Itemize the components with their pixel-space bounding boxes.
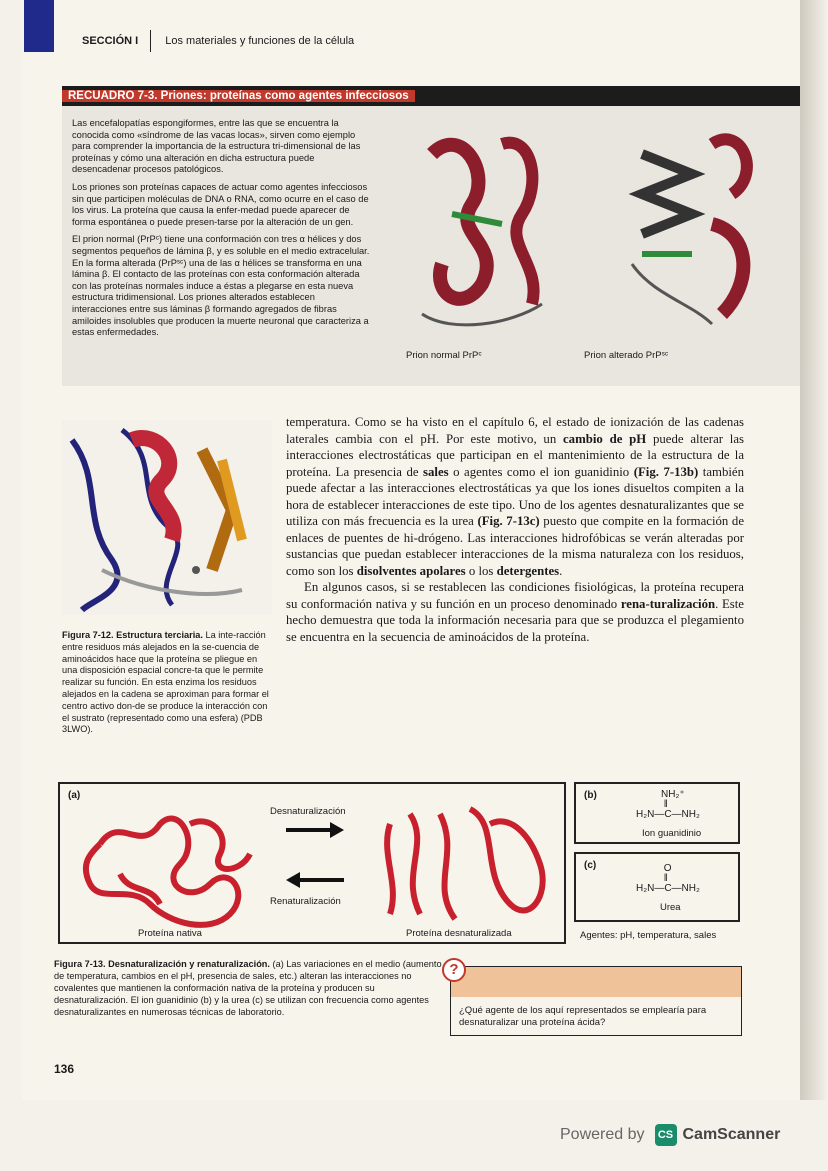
page-number: 136 xyxy=(54,1062,75,1076)
camscanner-brand: CamScanner xyxy=(682,1126,781,1143)
prion-normal-structure xyxy=(422,143,542,325)
section-color-tab xyxy=(24,0,54,52)
prion-altered-structure xyxy=(632,139,747,324)
guanidinium-formula: NH₂⁺ ‖ H₂N—C—NH₂ xyxy=(636,789,700,820)
box-7-3 xyxy=(62,86,800,386)
label-denatured-protein: Proteína desnaturalizada xyxy=(406,928,512,939)
panel-label-c: (c) xyxy=(584,860,597,871)
label-denaturation: Desnaturalización xyxy=(270,806,346,817)
renaturation-arrow xyxy=(286,872,344,888)
panel-label-b: (b) xyxy=(584,790,597,801)
panel-label-a: (a) xyxy=(68,790,81,801)
tertiary-structure-image xyxy=(62,420,272,615)
question-box xyxy=(450,966,742,1036)
box-paragraph: Las encefalopatías espongiformes, entre las que se encuentra la conocida como «síndrome de las vacas locas», sirven como ejemplo para comprender la importancia de la estructura tri-dimensional de las proteínas y cómo una alteración en dicha estructura puede desencadenar procesos patológicos. xyxy=(72,118,361,175)
figure-7-13-panel-c xyxy=(574,852,740,922)
box-paragraph: Los priones son proteínas capaces de actuar como agentes infecciosos sin que participen moléculas de DNA o RNA, como ocurre en el caso de los virus. La proteína que causa la enfer-medad puede aparecer de forma espontánea o puede presen-tarse por la alteración de un gen. xyxy=(72,181,369,227)
figure-7-13-panel-b xyxy=(574,782,740,844)
box-title: RECUADRO 7-3. Priones: proteínas como agentes infecciosos xyxy=(62,86,800,106)
question-mark-icon: ? xyxy=(442,958,466,982)
agents-label: Agentes: pH, temperatura, sales xyxy=(580,930,717,941)
urea-name: Urea xyxy=(660,902,681,913)
prion-structures-illustration xyxy=(392,114,792,354)
box-paragraph: El prion normal (PrPᶜ) tiene una conformación con tres α hélices y dos segmentos pequeños de lámina β, y es soluble en el medio extracelular. En la forma alterada (PrPˢᶜ) una de las α hélices se transforma en una lámina β. El contacto de las proteínas con esta conformación alterada con las proteínas normales induce a éstas a plegarse en esta nueva estructura tridimensional. Los priones alterados establecen interacciones entre sus láminas β formando agregados de fibras amiloides insolubles que producen la muerte neuronal que caracteriza a estas enfermedades. xyxy=(72,234,370,338)
body-paragraph-1: temperatura. Como se ha visto en el capítulo 6, el estado de ionización de las cadenas laterales cambia con el pH. Por este motivo, un cambio de pH puede alterar las interacciones electrostáticas que participan en el mantenimiento de la estructura de la proteína. La presencia de sales o agentes como el ion guanidinio (Fig. 7-13b) también puede afectar a las interacciones electrostáticas ya que los iones disueltos compiten a la hora de establecer interacciones de este tipo. Uno de los agentes desnaturalizantes que se utiliza con más frecuencia es la urea (Fig. 7-13c) puesto que compite en la formación de enlaces de puentes de hi-drógeno. Las interacciones hidrofóbicas se verán alteradas por sustancias que puedan establecer interacciones de la misma naturaleza con los residuos, como son los disolventes apolares o los detergentes. xyxy=(286,415,745,578)
guanidinium-name: Ion guanidinio xyxy=(642,828,702,839)
camscanner-logo-icon: CS xyxy=(655,1124,677,1146)
urea-formula: O ‖ H₂N—C—NH₂ xyxy=(636,863,700,894)
box-text xyxy=(72,118,372,345)
figure-7-12-caption: Figura 7-12. Estructura terciaria. La inte-racción entre residuos más alejados en la se-cuencia de aminoácidos hace que la proteína se pliegue en una disposición espacial concre-ta que le permite realizar su función. En esta enzima los residuos alejados en la cadena se aproximan para formar el centro activo don-de se produce la interacción con el sustrato (representado como una esfera) (PDB 3LWO). xyxy=(62,630,269,735)
substrate-sphere xyxy=(192,566,200,574)
label-native-protein: Proteína nativa xyxy=(138,928,202,939)
question-band xyxy=(451,967,741,997)
label-renaturation: Renaturalización xyxy=(270,896,341,907)
section-topic: Los materiales y funciones de la célula xyxy=(165,35,355,47)
figure-7-13-panel-a xyxy=(58,782,566,944)
caption-prion-normal: Prion normal PrPᶜ xyxy=(406,350,482,361)
powered-by-text: Powered by xyxy=(560,1126,645,1143)
main-body-text xyxy=(286,414,744,645)
caption-prion-altered: Prion alterado PrPˢᶜ xyxy=(584,350,669,361)
camscanner-watermark xyxy=(560,1124,780,1146)
question-text: ¿Qué agente de los aquí representados se emplearía para desnaturalizar una proteína ácida? xyxy=(459,1005,707,1028)
body-paragraph-2: En algunos casos, si se restablecen las condiciones fisiológicas, la proteína recupera su conformación nativa y su función en un proceso denominado rena-turalización. Este hecho demuestra que toda la información necesaria para que se produzca el plegamiento se encuentra en la secuencia de aminoácidos de la proteína. xyxy=(286,580,744,644)
native-protein-drawing xyxy=(86,819,250,925)
denaturation-arrow xyxy=(286,822,344,838)
page-edge-shadow xyxy=(800,0,828,1100)
figure-7-13-caption: Figura 7-13. Desnaturalización y renaturalización. (a) Las variaciones en el medio (aumento de temperatura, cambios en el pH, presencia de sales, etc.) alteran las interacciones no covalentes que mantienen la conformación nativa de la proteína y producen su desnaturalización. El ion guanidinio (b) y la urea (c) se utilizan con frecuencia como agentes desnaturalizantes en numerosas técnicas de laboratorio. xyxy=(54,959,442,1017)
section-label: SECCIÓN I xyxy=(82,30,151,52)
running-header xyxy=(82,30,354,52)
denatured-protein-drawing xyxy=(387,809,543,919)
